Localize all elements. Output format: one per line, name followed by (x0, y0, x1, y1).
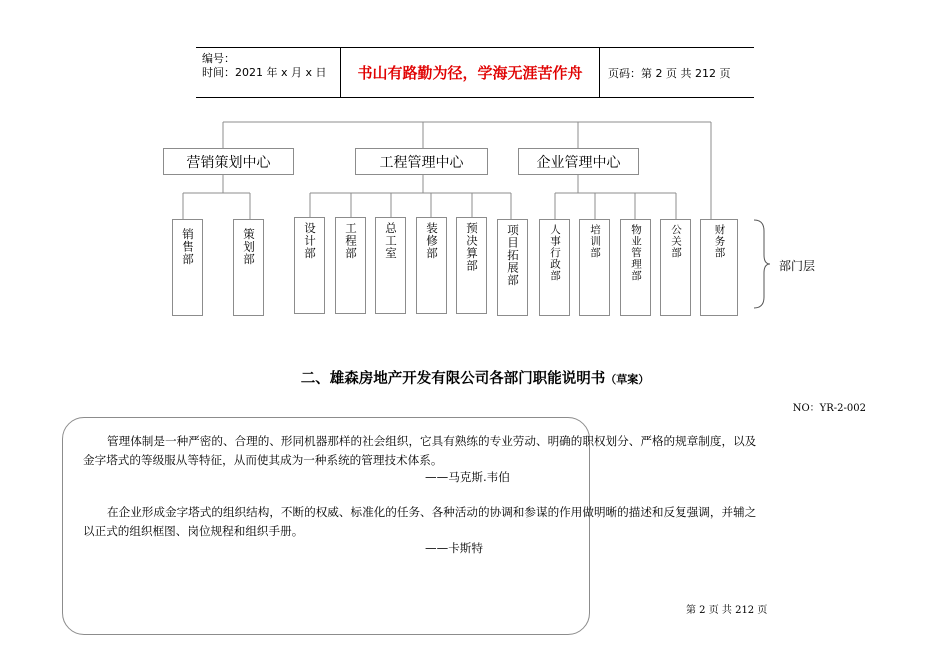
quote-1-attribution: ——马克斯.韦伯 (425, 470, 510, 484)
section-title (0, 367, 950, 388)
dept-design: 设计部 (294, 217, 325, 314)
dept-sales: 销售部 (172, 219, 203, 316)
center-enterprise: 企业管理中心 (518, 148, 639, 175)
dept-training: 培训部 (579, 219, 610, 316)
dept-pr: 公关部 (660, 219, 691, 316)
center-marketing: 营销策划中心 (163, 148, 294, 175)
dept-hr-admin: 人事行政部 (539, 219, 570, 316)
quote-2-line-2: 以正式的组织框图、岗位规程和组织手册。 (83, 524, 304, 538)
header-motto: 书山有路勤为径，学海无涯苦作舟 (340, 48, 600, 97)
dept-engineering: 工程部 (335, 217, 366, 314)
header-page-label: 页码：第 2 页 共 212 页 (608, 66, 731, 80)
dept-budget: 预决算部 (456, 217, 487, 314)
dept-property: 物业管理部 (620, 219, 651, 316)
layer-label: 部门层 (779, 259, 816, 273)
dept-planning: 策划部 (233, 219, 264, 316)
time-label: 时间：2021 年 x 月 x 日 (202, 66, 327, 79)
document-number: NO：YR-2-002 (792, 403, 866, 414)
quote-1-line-1: 管理体制是一种严密的、合理的、形同机器那样的社会组织，它具有熟练的专业劳动、明确的职权划分、严格的规章制度，以及 (107, 434, 757, 448)
section-title-suffix: （草案） (605, 373, 650, 386)
quote-2-attribution: ——卡斯特 (425, 541, 483, 555)
dept-project-expansion: 项目拓展部 (497, 219, 528, 316)
quote-1-line-2: 金字塔式的等级服从等特征，从而使其成为一种系统的管理技术体系。 (83, 453, 443, 467)
page-footer: 第 2 页 共 212 页 (686, 605, 768, 616)
center-engineering: 工程管理中心 (355, 148, 488, 175)
layer-brace (752, 219, 772, 309)
dept-decoration: 装修部 (416, 217, 447, 314)
quote-2-line-1: 在企业形成金字塔式的组织结构，不断的权威、标准化的任务、各种活动的协调和参谋的作用做明晰的描述和反复强调，并辅之 (107, 505, 757, 519)
section-title-main: 二、雄森房地产开发有限公司各部门职能说明书 (300, 371, 606, 387)
dept-chief-engineer: 总工室 (375, 217, 406, 314)
dept-finance: 财务部 (700, 219, 738, 316)
code-label: 编号： (202, 52, 235, 65)
